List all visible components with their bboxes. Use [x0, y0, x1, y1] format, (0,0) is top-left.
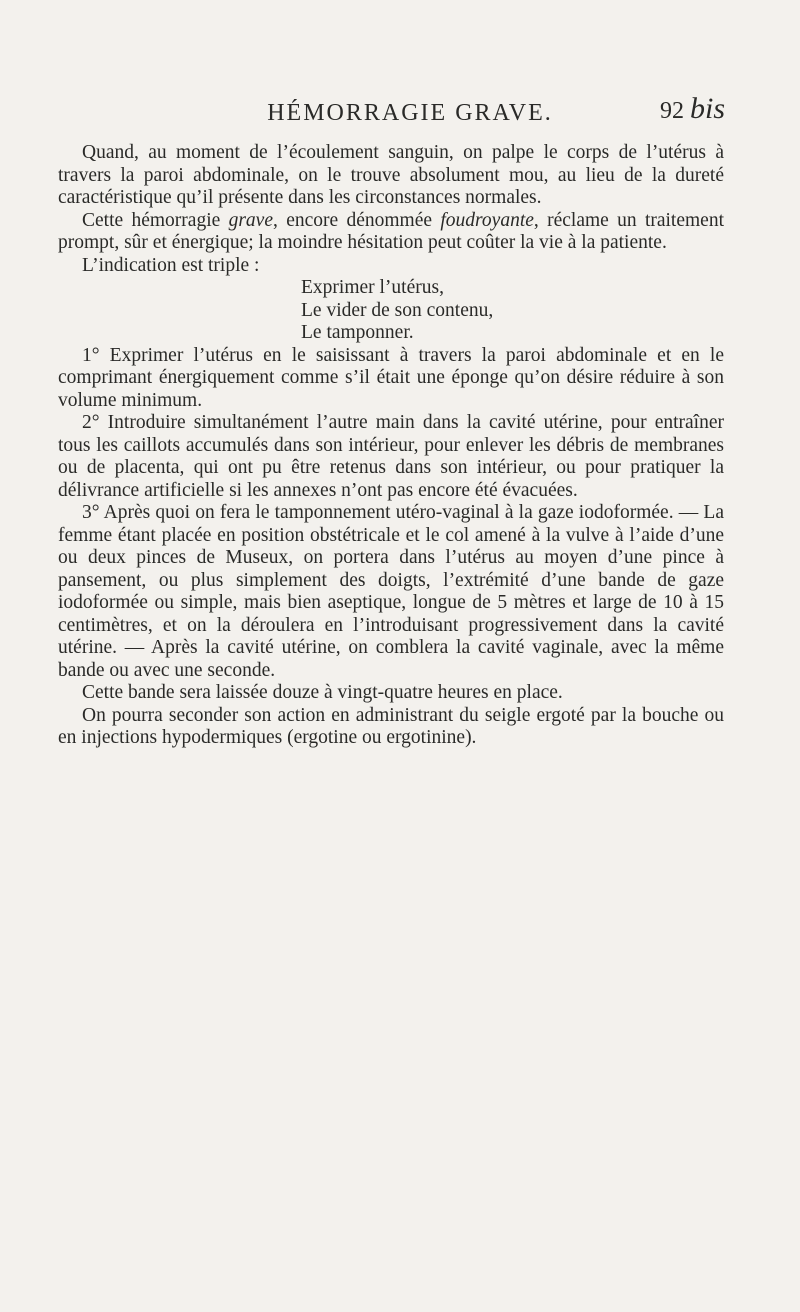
body-text: [58, 142, 724, 750]
list-item: Le tamponner.: [301, 322, 414, 343]
list-item: Le vider de son contenu,: [301, 299, 494, 321]
list-item: Exprimer l’utérus,: [301, 277, 444, 298]
paragraph: Quand, au moment de l’écoulement sanguin, on palpe le corps de l’utérus à travers la paroi abdominale, on le trouve absolument mou, au lieu de la dureté caractéristique qu’il présente dans les circonstances normales.: [58, 142, 724, 208]
numbered-paragraph-2: 2° Introduire simultanément l’autre main dans la cavité utérine, pour entraîner tous les caillots accumulés dans son intérieur, pour enlever les débris de membranes ou de placenta, qui ont pu être retenus dans son intérieur, ou pour pratiquer la délivrance artificielle si les annexes n’ont pas encore été évacuées.: [58, 412, 724, 501]
paragraph: [58, 210, 724, 255]
emphasis-grave: grave: [228, 209, 273, 231]
numbered-paragraph-3: 3° Après quoi on fera le tamponnement utéro-vaginal à la gaze iodoformée. — La femme étant placée en position obstétricale et le col amené à la vulve à l’aide d’une ou deux pinces de Museux, on portera dans l’utérus au moyen d’une pince à pansement, ou plus simplement des doigts, l’extrémité d’une bande de gaze iodoformée ou simple, mais bien aseptique, longue de 5 mètres et large de 10 à 15 centimètres, et on la déroulera en l’introduisant progressivement dans la cavité utérine. — Après la cavité utérine, on comblera la cavité vaginale, avec la même bande ou avec une seconde.: [58, 502, 724, 681]
page-number: [660, 92, 725, 126]
page-number-suffix: bis: [690, 92, 726, 125]
page-number-value: 92: [660, 98, 684, 124]
paragraph: L’indication est triple :: [82, 254, 260, 276]
paragraph: On pourra seconder son action en administrant du seigle ergoté par la bouche ou en injections hypodermiques (ergotine ou ergotinine).: [58, 704, 724, 748]
text-run: , encore dénommée: [273, 209, 441, 231]
text-run: , réclame un traitement prompt, sûr et énergique; la moindre hésitation peut coûter la vie à la patiente.: [58, 209, 724, 253]
paragraph: Cette bande sera laissée douze à vingt-quatre heures en place.: [82, 682, 563, 703]
running-title: HÉMORRAGIE GRAVE.: [267, 100, 553, 126]
emphasis-foudroyante: foudroyante: [440, 209, 534, 231]
numbered-paragraph-1: 1° Exprimer l’utérus en le saisissant à travers la paroi abdominale et en le comprimant énergiquement comme s’il était une éponge qu’on désire réduire à son volume minimum.: [58, 344, 724, 411]
page-header: [0, 92, 800, 140]
text-run: Cette hémorragie: [82, 209, 229, 231]
